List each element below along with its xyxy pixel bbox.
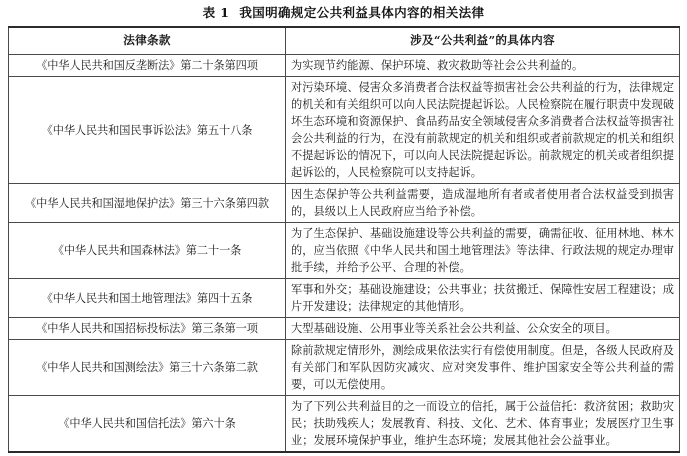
table-body xyxy=(9,55,680,453)
content-cell: 为了生态保护、基础设施建设等公共利益的需要，确需征收、征用林地、林木的，应当依照《中华人民共和国土地管理法》等法律、行政法规的规定办理审批手续，并给予公平、合理的补偿。 xyxy=(286,223,680,279)
law-clause-cell: 《中华人民共和国森林法》第二十一条 xyxy=(9,223,286,279)
law-clause-cell: 《中华人民共和国民事诉讼法》第五十八条 xyxy=(9,77,286,184)
table-row xyxy=(9,340,680,396)
table-row xyxy=(9,77,680,184)
table-row xyxy=(9,396,680,453)
law-clause-cell: 《中华人民共和国湿地保护法》第三十六条第四款 xyxy=(9,184,286,223)
table-row xyxy=(9,55,680,77)
law-clause-cell: 《中华人民共和国反垄断法》第二十条第四项 xyxy=(9,55,286,77)
content-cell: 为实现节约能源、保护环境、救灾救助等社会公共利益的。 xyxy=(286,55,680,77)
content-cell: 对污染环境、侵害众多消费者合法权益等损害社会公共利益的行为，法律规定的机关和有关组织可以向人民法院提起诉讼。人民检察院在履行职责中发现破坏生态环境和资源保护、食品药品安全领域侵害众多消费者合法权益等损害社会公共利益的行为，在没有前款规定的机关和组织或者前款规定的机关和组织不提起诉讼的情况下，可以向人民法院提起诉讼。前款规定的机关或者组织提起诉讼的，人民检察院可以支持起诉。 xyxy=(286,77,680,184)
content-cell: 为了下列公共利益目的之一而设立的信托，属于公益信托：救济贫困；救助灾民；扶助残疾人；发展教育、科技、文化、艺术、体育事业；发展医疗卫生事业；发展环境保护事业，维护生态环境；发展其他社会公益事业。 xyxy=(286,396,680,453)
table-caption xyxy=(8,0,679,26)
law-clause-cell: 《中华人民共和国招标投标法》第三条第一项 xyxy=(9,318,286,340)
column-header-law-clause: 法律条款 xyxy=(9,27,286,55)
law-clause-cell: 《中华人民共和国测绘法》第三十六条第二款 xyxy=(9,340,286,396)
table-head xyxy=(9,27,680,55)
table-caption-text: 我国明确规定公共利益具体内容的相关法律 xyxy=(239,5,485,20)
law-clause-cell: 《中华人民共和国土地管理法》第四十五条 xyxy=(9,279,286,318)
content-cell: 大型基础设施、公用事业等关系社会公共利益、公众安全的项目。 xyxy=(286,318,680,340)
law-table xyxy=(8,26,680,453)
law-clause-cell: 《中华人民共和国信托法》第六十条 xyxy=(9,396,286,453)
content-cell: 因生态保护等公共利益需要，造成湿地所有者或者使用者合法权益受到损害的，县级以上人民政府应当给予补偿。 xyxy=(286,184,680,223)
table-row xyxy=(9,279,680,318)
table-caption-number: 表 1 xyxy=(202,5,230,20)
column-header-public-interest-content: 涉及“公共利益”的具体内容 xyxy=(286,27,680,55)
content-cell: 军事和外交；基础设施建设；公共事业；扶贫搬迁、保障性安居工程建设；成片开发建设；法律规定的其他情形。 xyxy=(286,279,680,318)
table-row xyxy=(9,223,680,279)
content-cell: 除前款规定情形外，测绘成果依法实行有偿使用制度。但是，各级人民政府及有关部门和军队因防灾减灾、应对突发事件、维护国家安全等公共利益的需要，可以无偿使用。 xyxy=(286,340,680,396)
table-row xyxy=(9,318,680,340)
table-header-row xyxy=(9,27,680,55)
table-row xyxy=(9,184,680,223)
